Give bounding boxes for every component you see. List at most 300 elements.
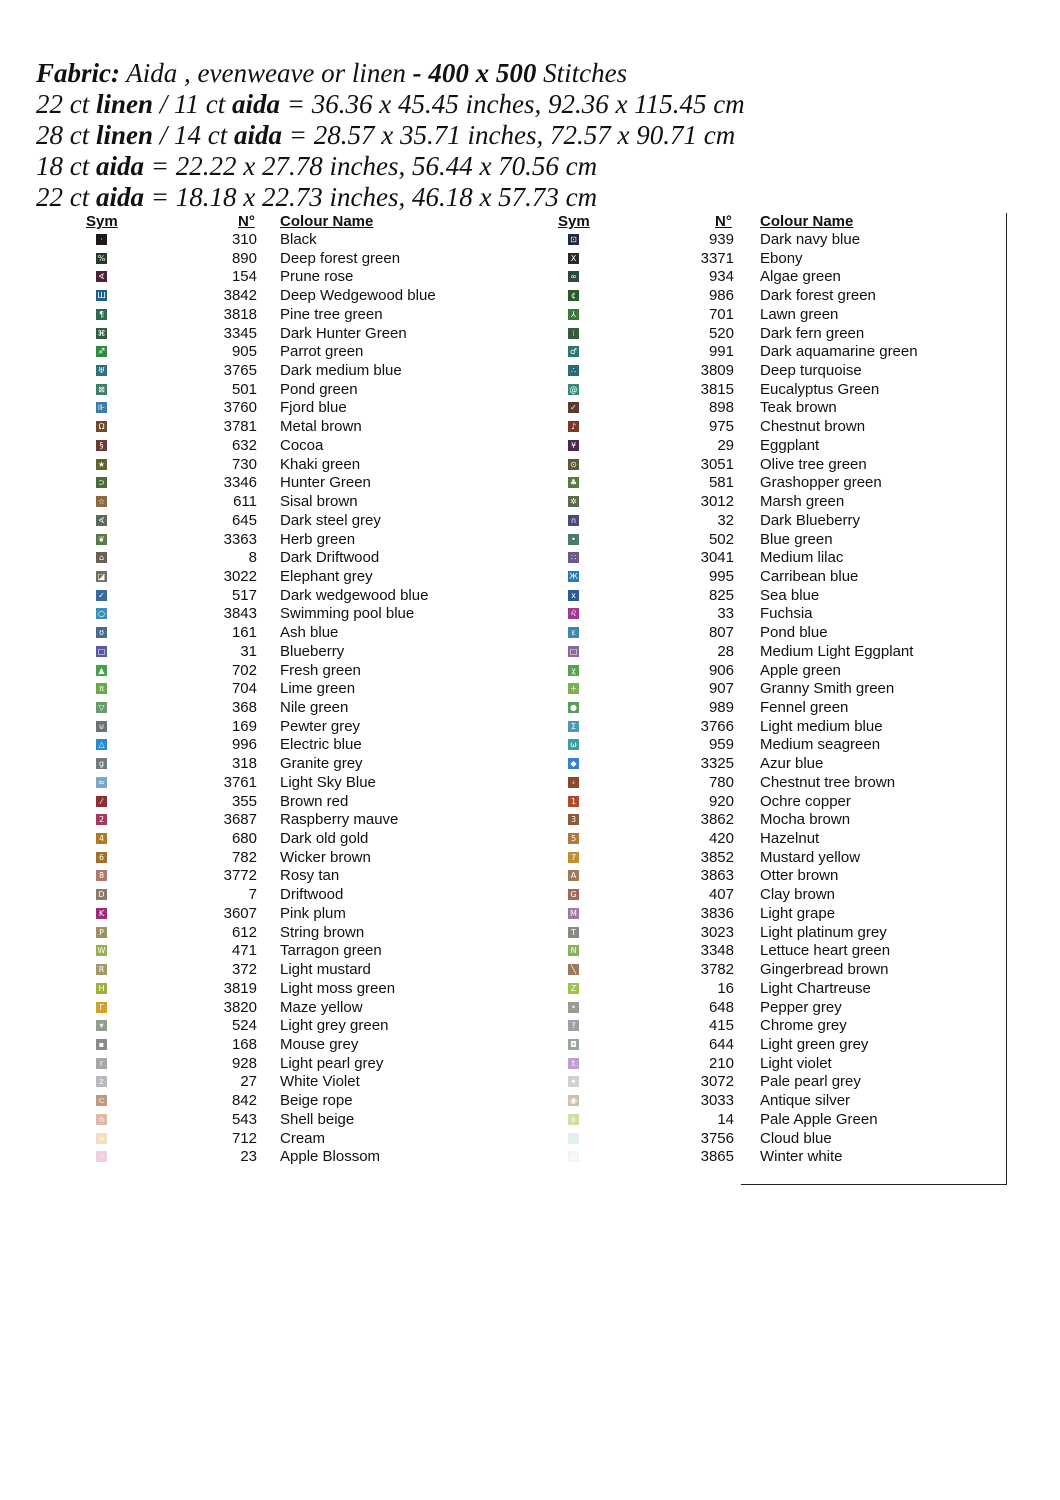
color-name: Blue green (760, 530, 833, 548)
color-swatch: § (96, 440, 107, 451)
color-swatch: Σ (568, 721, 579, 732)
color-number: 3012 (700, 493, 734, 511)
color-swatch: ✦ (568, 1076, 579, 1087)
color-swatch: χ (568, 665, 579, 676)
color-swatch: ¢ (568, 290, 579, 301)
color-name: Dark fern green (760, 324, 865, 342)
color-name: Sea blue (760, 586, 820, 604)
color-swatch: 6 (96, 852, 107, 863)
color-swatch: r (96, 1058, 107, 1069)
color-number: 3072 (700, 1073, 734, 1091)
color-swatch: ✓ (96, 590, 107, 601)
color-name: Shell beige (280, 1110, 355, 1128)
color-name: Light Sky Blue (280, 773, 376, 791)
color-number: 420 (708, 830, 734, 848)
color-number: 3033 (700, 1092, 734, 1110)
color-swatch: T (568, 927, 579, 938)
color-swatch: ❦ (96, 534, 107, 545)
color-number: 825 (708, 586, 734, 604)
color-name: Light grape (760, 904, 836, 922)
color-number: 920 (708, 792, 734, 810)
color-name: Khaki green (280, 455, 361, 473)
color-swatch: ∩ (568, 515, 579, 526)
color-number: 3765 (223, 362, 257, 380)
color-number: 906 (708, 661, 734, 679)
color-swatch: ✲ (568, 496, 579, 507)
color-number: 355 (231, 792, 257, 810)
color-swatch: ıı (568, 1114, 579, 1125)
color-swatch: ω (568, 739, 579, 750)
color-number: 3852 (700, 848, 734, 866)
color-number: 517 (231, 586, 257, 604)
color-name: Ochre copper (760, 792, 851, 810)
color-swatch: · (96, 234, 107, 245)
color-swatch: ♣ (569, 478, 578, 488)
color-swatch: ? (568, 1020, 579, 1031)
color-swatch: ♅ (97, 366, 106, 376)
color-swatch: 3 (568, 814, 579, 825)
color-name: Olive tree green (760, 455, 867, 473)
color-number: 161 (231, 624, 257, 642)
color-name: Grashopper green (760, 474, 882, 492)
color-swatch: ⅄ (568, 309, 579, 320)
color-number: 730 (231, 455, 257, 473)
color-number: 3761 (223, 773, 257, 791)
right-name-header: Colour Name (760, 213, 854, 230)
color-number: 905 (231, 343, 257, 361)
color-swatch: 4 (96, 833, 107, 844)
color-swatch: M (568, 908, 579, 919)
color-swatch: ‹ (568, 777, 579, 788)
color-number: 471 (231, 942, 257, 960)
color-swatch: ♂ (569, 347, 578, 357)
color-name: Light pearl grey (280, 1054, 384, 1072)
color-swatch: 8 (96, 870, 107, 881)
color-name: Chestnut brown (760, 418, 866, 436)
color-swatch: ⊠ (96, 384, 107, 395)
color-name: Dark steel grey (280, 511, 381, 529)
color-number: 32 (717, 511, 734, 529)
color-name: Dark navy blue (760, 231, 861, 248)
color-number: 3348 (700, 942, 734, 960)
color-number: 3325 (700, 755, 734, 773)
color-name: Deep forest green (280, 249, 401, 267)
color-name: Dark old gold (280, 830, 369, 848)
color-name: Tarragon green (280, 942, 382, 960)
color-swatch: ⊪ (96, 402, 107, 413)
color-name: Cloud blue (760, 1129, 832, 1147)
color-name: Light platinum grey (760, 923, 887, 941)
color-number: 890 (231, 249, 257, 267)
color-number: 780 (708, 773, 734, 791)
color-number: 168 (231, 1035, 257, 1053)
color-name: Light grey green (280, 1017, 389, 1035)
color-swatch: ⊙ (568, 459, 579, 470)
color-name: Blueberry (280, 642, 345, 660)
color-name: Swimming pool blue (280, 605, 415, 623)
color-name: Pine tree green (280, 305, 383, 323)
color-name: Medium Light Eggplant (760, 642, 914, 660)
color-name: Lettuce heart green (760, 942, 891, 960)
color-swatch: ◪ (97, 571, 106, 581)
color-number: 372 (231, 961, 257, 979)
color-number: 27 (240, 1073, 257, 1091)
color-swatch: ⊍ (96, 721, 107, 732)
color-swatch: 1 (568, 796, 579, 807)
color-swatch: ∴ (568, 365, 579, 376)
color-number: 3815 (700, 380, 734, 398)
color-swatch: g (96, 758, 107, 769)
color-number: 154 (231, 268, 257, 286)
color-name: Marsh green (760, 493, 845, 511)
color-name: Teak brown (760, 399, 837, 417)
color-name: Ash blue (280, 624, 339, 642)
color-name: Brown red (280, 792, 349, 810)
color-number: 645 (231, 511, 257, 529)
color-name: Ebony (760, 249, 803, 267)
color-number: 975 (708, 418, 734, 436)
color-number: 7 (248, 886, 257, 904)
color-number: 14 (717, 1110, 734, 1128)
color-swatch: ∩ (96, 1114, 107, 1125)
color-swatch: □ (569, 646, 578, 656)
color-number: 3865 (700, 1148, 734, 1166)
color-name: Dark forest green (760, 287, 876, 305)
color-number: 959 (708, 736, 734, 754)
color-number: 3607 (223, 904, 257, 922)
color-swatch: G (568, 889, 579, 900)
color-number: 501 (231, 380, 257, 398)
color-number: 3836 (700, 904, 734, 922)
color-swatch: t (568, 1058, 579, 1069)
color-name: Dark aquamarine green (760, 343, 918, 361)
color-number: 612 (231, 923, 257, 941)
color-name: Pewter grey (280, 717, 361, 735)
color-swatch: x (568, 590, 579, 601)
color-swatch: ▾ (96, 1020, 107, 1031)
color-name: Parrot green (280, 343, 364, 361)
color-number: 3818 (223, 305, 257, 323)
color-number: 502 (708, 530, 734, 548)
color-number: 934 (708, 268, 734, 286)
color-swatch: ▽ (96, 702, 107, 713)
color-number: 3843 (223, 605, 257, 623)
color-swatch: 2 (96, 814, 107, 825)
color-number: 581 (708, 474, 734, 492)
color-number: 407 (708, 886, 734, 904)
color-name: Fennel green (760, 699, 849, 716)
color-number: 702 (231, 661, 257, 679)
color-number: 3023 (700, 923, 734, 941)
color-name: Dark Driftwood (280, 549, 380, 567)
color-swatch: △ (96, 739, 107, 750)
color-name: Deep Wedgewood blue (280, 287, 436, 305)
color-number: 991 (708, 343, 734, 361)
color-swatch: Z (568, 983, 579, 994)
color-name: Granite grey (280, 755, 363, 773)
color-name: Hazelnut (760, 830, 820, 848)
color-number: 701 (708, 305, 734, 323)
color-number: 648 (708, 998, 734, 1016)
color-number: 907 (708, 680, 734, 698)
color-name: Winter white (760, 1148, 843, 1166)
left-num-header: N° (238, 213, 255, 230)
right-sym-header: Sym (558, 213, 590, 230)
color-name: Rosy tan (280, 867, 340, 885)
color-name: Mocha brown (760, 811, 851, 829)
color-swatch: ⁄ (96, 796, 107, 807)
color-number: 16 (717, 979, 734, 997)
color-name: Chrome grey (760, 1017, 847, 1035)
color-name: Light violet (760, 1054, 832, 1072)
color-swatch: z (96, 1076, 107, 1087)
color-name: Electric blue (280, 736, 362, 754)
color-number: 3772 (223, 867, 257, 885)
color-number: 3842 (223, 287, 257, 305)
color-swatch: % (97, 253, 106, 263)
color-number: 611 (233, 493, 257, 511)
color-number: 898 (708, 399, 734, 417)
color-name: Dark Hunter Green (280, 324, 407, 342)
color-swatch: Γ (96, 1002, 107, 1013)
color-name: Nile green (280, 699, 349, 716)
color-name: Medium lilac (760, 549, 844, 567)
color-name: Dark Blueberry (760, 511, 861, 529)
color-name: Deep turquoise (760, 362, 862, 380)
color-number: 3820 (223, 998, 257, 1016)
color-name: Azur blue (760, 755, 824, 773)
color-swatch: ▲ (96, 665, 107, 676)
color-swatch: ·· (96, 1151, 107, 1162)
color-name: Raspberry mauve (280, 811, 399, 829)
color-name: Elephant grey (280, 567, 373, 585)
color-number: 986 (708, 287, 734, 305)
color-swatch: ≈ (96, 777, 107, 788)
color-number: 28 (717, 642, 734, 660)
color-name: Medium seagreen (760, 736, 881, 754)
color-number: 3346 (223, 474, 257, 492)
color-swatch: ⌂ (96, 552, 107, 563)
color-swatch: ⊡ (568, 234, 579, 245)
color-swatch: P (96, 927, 107, 938)
color-swatch: ∢ (96, 515, 107, 526)
color-swatch: ⊃ (96, 477, 107, 488)
color-name: Chestnut tree brown (760, 773, 896, 791)
color-swatch: ◉ (568, 1095, 579, 1106)
color-name: White Violet (280, 1073, 360, 1091)
color-number: 3782 (700, 961, 734, 979)
color-name: Fuchsia (760, 605, 813, 623)
color-number: 520 (708, 324, 734, 342)
color-name: Herb green (280, 530, 356, 548)
color-swatch: N (568, 945, 579, 956)
color-name: Cocoa (280, 436, 324, 454)
color-swatch: ∞ (568, 271, 579, 282)
color-name: Lime green (280, 680, 356, 698)
color-name: Black (280, 231, 317, 248)
color-swatch: Ш (97, 291, 106, 301)
color-name: Carribean blue (760, 567, 859, 585)
color-name: Dark medium blue (280, 362, 402, 380)
color-name: Gingerbread brown (760, 961, 889, 979)
color-swatch: 5 (568, 833, 579, 844)
color-name: Metal brown (280, 418, 362, 436)
color-swatch: W (97, 946, 106, 956)
color-number: 543 (231, 1110, 257, 1128)
color-number: 996 (231, 736, 257, 754)
color-swatch: Ω (96, 421, 107, 432)
color-number: 3687 (223, 811, 257, 829)
color-number: 842 (231, 1092, 257, 1110)
color-name: Antique silver (760, 1092, 851, 1110)
color-name: Pepper grey (760, 998, 842, 1016)
color-name: Algae green (760, 268, 841, 286)
color-number: 210 (708, 1054, 734, 1072)
color-swatch: @ (569, 384, 578, 394)
color-number: 415 (708, 1017, 734, 1035)
right-num-header: N° (715, 213, 732, 230)
color-name: Wicker brown (280, 848, 371, 866)
color-name: Granny Smith green (760, 680, 895, 698)
color-number: 23 (240, 1148, 257, 1166)
color-name: Dark wedgewood blue (280, 586, 429, 604)
color-number: 782 (231, 848, 257, 866)
color-swatch: ∷ (568, 552, 579, 563)
color-swatch: ╲ (568, 964, 579, 975)
color-number: 368 (231, 699, 257, 716)
color-name: Prune rose (280, 268, 354, 286)
color-name: Light medium blue (760, 717, 883, 735)
color-swatch: ·. (568, 1133, 579, 1144)
color-number: 989 (708, 699, 734, 716)
color-swatch: ∢ (96, 271, 107, 282)
color-number: 310 (231, 231, 257, 248)
color-number: 3371 (700, 249, 734, 267)
color-swatch: D (96, 889, 107, 900)
color-name: Eucalyptus Green (760, 380, 880, 398)
color-name: Driftwood (280, 886, 344, 904)
color-name: Apple Blossom (280, 1148, 381, 1166)
color-swatch: ● (568, 702, 579, 713)
color-number: 995 (708, 567, 734, 585)
color-swatch: ☆ (97, 497, 106, 507)
color-number: 33 (717, 605, 734, 623)
bottom-border-line (741, 1184, 1007, 1185)
color-name: Fresh green (280, 661, 361, 679)
fabric-header (36, 58, 1036, 213)
color-number: 644 (708, 1035, 734, 1053)
color-swatch: A (568, 870, 579, 881)
color-swatch: R (96, 964, 107, 975)
color-number: 524 (231, 1017, 257, 1035)
color-swatch: H (96, 983, 107, 994)
size-line-22ct-linen: 22 ct linen / 11 ct aida = 36.36 x 45.45 inches, 92.36 x 115.45 cm (36, 89, 745, 119)
color-name: Pond green (280, 380, 358, 398)
color-name: Pale pearl grey (760, 1073, 861, 1091)
color-swatch: 7 (568, 852, 579, 863)
color-number: 3863 (700, 867, 734, 885)
color-swatch: ◆ (568, 758, 579, 769)
color-number: 680 (231, 830, 257, 848)
color-number: 3760 (223, 399, 257, 417)
color-name: Light green grey (760, 1035, 869, 1053)
color-number: 704 (231, 680, 257, 698)
color-swatch: • (568, 1002, 579, 1013)
left-sym-header: Sym (86, 213, 118, 230)
color-name: Fjord blue (280, 399, 347, 417)
color-swatch: ♌ (569, 609, 578, 619)
color-name: Light Chartreuse (760, 979, 871, 997)
right-border-line (1006, 213, 1007, 1185)
color-name: Light moss green (280, 979, 396, 997)
color-swatch: ʊ (96, 627, 107, 638)
color-number: 3819 (223, 979, 257, 997)
color-name: Mouse grey (280, 1035, 359, 1053)
color-swatch: ♪ (568, 421, 579, 432)
color-number: 939 (708, 231, 734, 248)
left-name-header: Colour Name (280, 213, 374, 230)
size-line-22ct-aida: 22 ct aida = 18.18 x 22.73 inches, 46.18 x 57.73 cm (36, 182, 598, 212)
color-number: 318 (231, 755, 257, 773)
color-swatch: ε (568, 627, 579, 638)
color-name: Otter brown (760, 867, 839, 885)
color-name: Apple green (760, 661, 841, 679)
color-swatch: π (96, 683, 107, 694)
color-name: Pink plum (280, 904, 346, 922)
color-swatch: Ж (569, 571, 578, 581)
color-swatch: ⊂ (96, 1095, 107, 1106)
color-name: String brown (280, 923, 365, 941)
size-line-28ct-linen: 28 ct linen / 14 ct aida = 28.57 x 35.71 inches, 72.57 x 90.71 cm (36, 120, 736, 150)
color-swatch: + (568, 683, 579, 694)
color-number: 3756 (700, 1129, 734, 1147)
color-number: 3051 (700, 455, 734, 473)
color-number: 3345 (223, 324, 257, 342)
color-number: 3809 (700, 362, 734, 380)
color-name: Hunter Green (280, 474, 371, 492)
size-line-18ct-aida: 18 ct aida = 22.22 x 27.78 inches, 56.44 x 70.56 cm (36, 151, 598, 181)
color-swatch: ○ (96, 608, 107, 619)
color-number: 8 (248, 549, 257, 567)
color-swatch: K (96, 908, 107, 919)
color-number: 632 (231, 436, 257, 454)
color-swatch: ★ (97, 459, 106, 469)
color-name: Sisal brown (280, 493, 358, 511)
color-number: 3781 (223, 418, 257, 436)
color-swatch: ▪ (96, 1039, 107, 1050)
color-number: 712 (231, 1129, 257, 1147)
color-number: 29 (717, 436, 734, 454)
color-number: 928 (231, 1054, 257, 1072)
fabric-line: Fabric: Aida , evenweave or linen - 400 x 500 Stitches (36, 58, 628, 88)
color-number: 3862 (700, 811, 734, 829)
color-number: 807 (708, 624, 734, 642)
color-swatch: ⌘ (97, 328, 106, 338)
color-swatch: ◘ (568, 1039, 579, 1050)
color-number: 31 (240, 642, 257, 660)
color-name: Mustard yellow (760, 848, 861, 866)
color-name: Eggplant (760, 436, 820, 454)
color-number: 3041 (700, 549, 734, 567)
color-name: Lawn green (760, 305, 839, 323)
color-number: 3363 (223, 530, 257, 548)
color-number: 3022 (223, 567, 257, 585)
color-swatch: ⁝ (568, 328, 579, 339)
color-name: Beige rope (280, 1092, 353, 1110)
color-number: 169 (231, 717, 257, 735)
color-swatch: ✓ (568, 402, 579, 413)
color-swatch: ¥ (568, 440, 579, 451)
